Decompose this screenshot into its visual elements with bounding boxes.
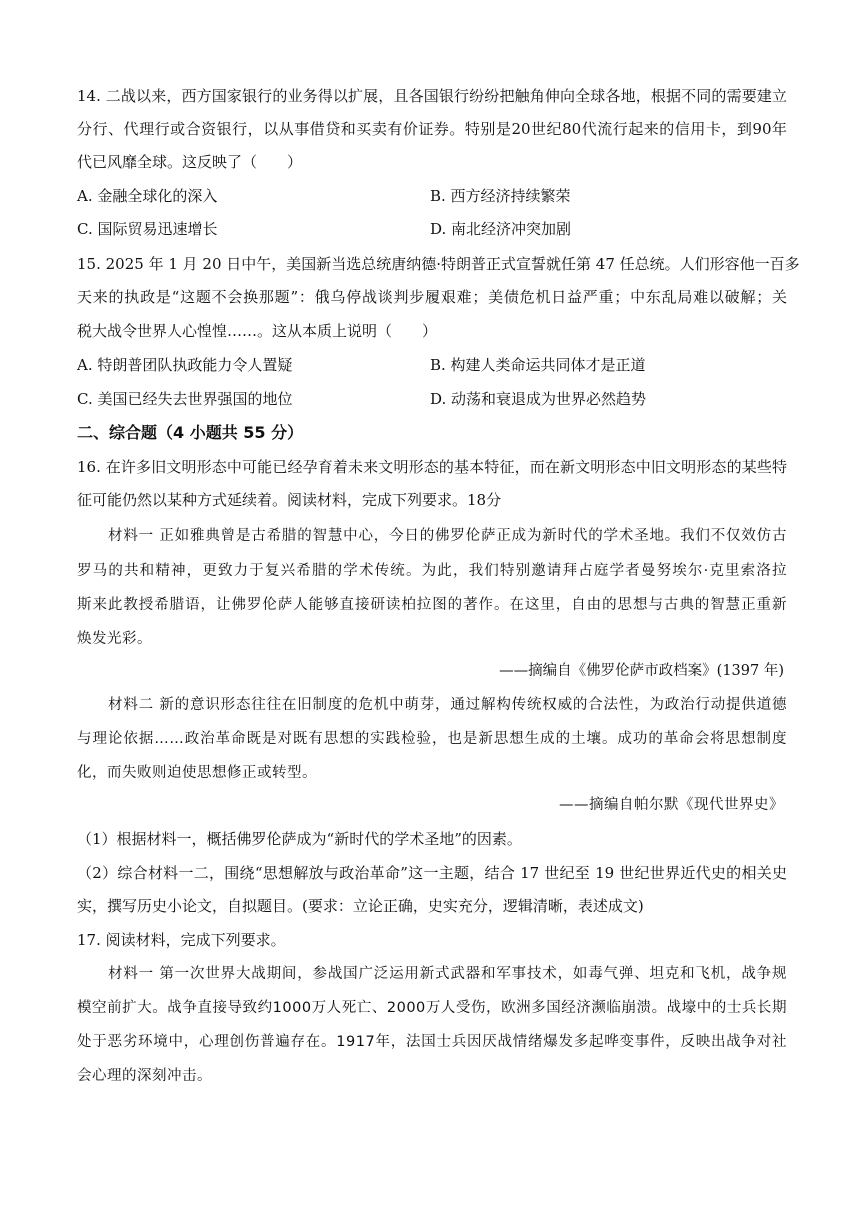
q17-material1-line-2: 模空前扩大。战争直接导致约1000万人死亡、2000万人受伤，欧洲多国经济濒临崩溃。战壕中的士兵长期: [77, 1000, 787, 1016]
q16-stem-line-2: 征可能仍然以某种方式延续着。阅读材料，完成下列要求。18分: [77, 491, 502, 509]
q14-option-a[interactable]: A. 金融全球化的深入: [77, 187, 218, 205]
q15-option-b[interactable]: B. 构建人类命运共同体才是正道: [430, 356, 646, 374]
q15-stem-line-3: 税大战令世界人心惶惶……。这从本质上说明（ ）: [77, 322, 438, 340]
q16-material1-line-1: 材料一 正如雅典曾是古希腊的智慧中心，今日的佛罗伦萨正成为新时代的学术圣地。我们不仅效仿古: [108, 528, 787, 544]
q14-stem-line-3: 代已风靡全球。这反映了（ ）: [77, 153, 303, 171]
q16-sub-question-2-line-2: 实，撰写历史小论文，自拟题目。(要求：立论正确，史实充分，逻辑清晰，表述成文): [77, 897, 644, 915]
q16-material2-line-1: 材料二 新的意识形态往往在旧制度的危机中萌芽，通过解构传统权威的合法性，为政治行动提供道德: [108, 697, 787, 713]
q14-stem-line-1: 14. 二战以来，西方国家银行的业务得以扩展，且各国银行纷纷把触角伸向全球各地，根据不同的需要建立: [77, 87, 787, 105]
q14-option-d[interactable]: D. 南北经济冲突加剧: [430, 220, 572, 238]
q16-material1-source: ——摘编自《佛罗伦萨市政档案》(1397 年): [499, 663, 784, 679]
q15-option-a[interactable]: A. 特朗普团队执政能力令人置疑: [77, 356, 293, 374]
q17-stem: 17. 阅读材料，完成下列要求。: [77, 931, 286, 949]
q16-sub-question-2-line-1: （2）综合材料一二，围绕“思想解放与政治革命”这一主题，结合 17 世纪至 19 世纪世界近代史的相关史: [77, 864, 787, 882]
q16-material2-line-3: 化，而失败则迫使思想修正或转型。: [77, 765, 317, 781]
q17-material1-line-1: 材料一 第一次世界大战期间，参战国广泛运用新式武器和军事技术，如毒气弹、坦克和飞机，战争规: [108, 966, 787, 982]
q14-stem-line-2: 分行、代理行或合资银行，以从事借贷和买卖有价证券。特别是20世纪80代流行起来的信用卡，到90年: [77, 120, 787, 138]
q15-option-d[interactable]: D. 动荡和衰退成为世界必然趋势: [430, 390, 647, 408]
q16-sub-question-1: （1）根据材料一，概括佛罗伦萨成为“新时代的学术圣地”的因素。: [77, 830, 522, 848]
q16-material2-line-2: 与理论依据……政治革命既是对既有思想的实践检验，也是新思想生成的土壤。成功的革命会将思想制度: [77, 731, 787, 747]
q15-stem-line-1: 15. 2025 年 1 月 20 日中午，美国新当选总统唐纳德·特朗普正式宣誓就任第 47 任总统。人们形容他一百多: [77, 255, 800, 273]
q14-option-c[interactable]: C. 国际贸易迅速增长: [77, 220, 218, 238]
q14-option-b[interactable]: B. 西方经济持续繁荣: [430, 187, 571, 205]
q16-stem-line-1: 16. 在许多旧文明形态中可能已经孕育着未来文明形态的基本特征，而在新文明形态中旧文明形态的某些特: [77, 458, 787, 476]
q15-option-c[interactable]: C. 美国已经失去世界强国的地位: [77, 390, 293, 408]
section-heading: 二、综合题（4 小题共 55 分）: [77, 423, 304, 442]
q16-material1-line-4: 焕发光彩。: [77, 631, 152, 647]
q16-material1-line-3: 斯来此教授希腊语，让佛罗伦萨人能够直接研读柏拉图的著作。在这里，自由的思想与古典的智慧正重新: [77, 597, 787, 613]
q15-stem-line-2: 天来的执政是“这题不会换那题”：俄乌停战谈判步履艰难；美债危机日益严重；中东乱局难以破解；关: [77, 288, 787, 306]
q17-material1-line-4: 会心理的深刻冲击。: [77, 1068, 212, 1084]
q16-material2-source: ——摘编自帕尔默《现代世界史》: [559, 797, 784, 813]
q16-material1-line-2: 罗马的共和精神，更致力于复兴希腊的学术传统。为此，我们特别邀请拜占庭学者曼努埃尔·克里索洛拉: [77, 563, 787, 579]
q17-material1-line-3: 处于恶劣环境中，心理创伤普遍存在。1917年，法国士兵因厌战情绪爆发多起哗变事件，反映出战争对社: [77, 1034, 787, 1050]
